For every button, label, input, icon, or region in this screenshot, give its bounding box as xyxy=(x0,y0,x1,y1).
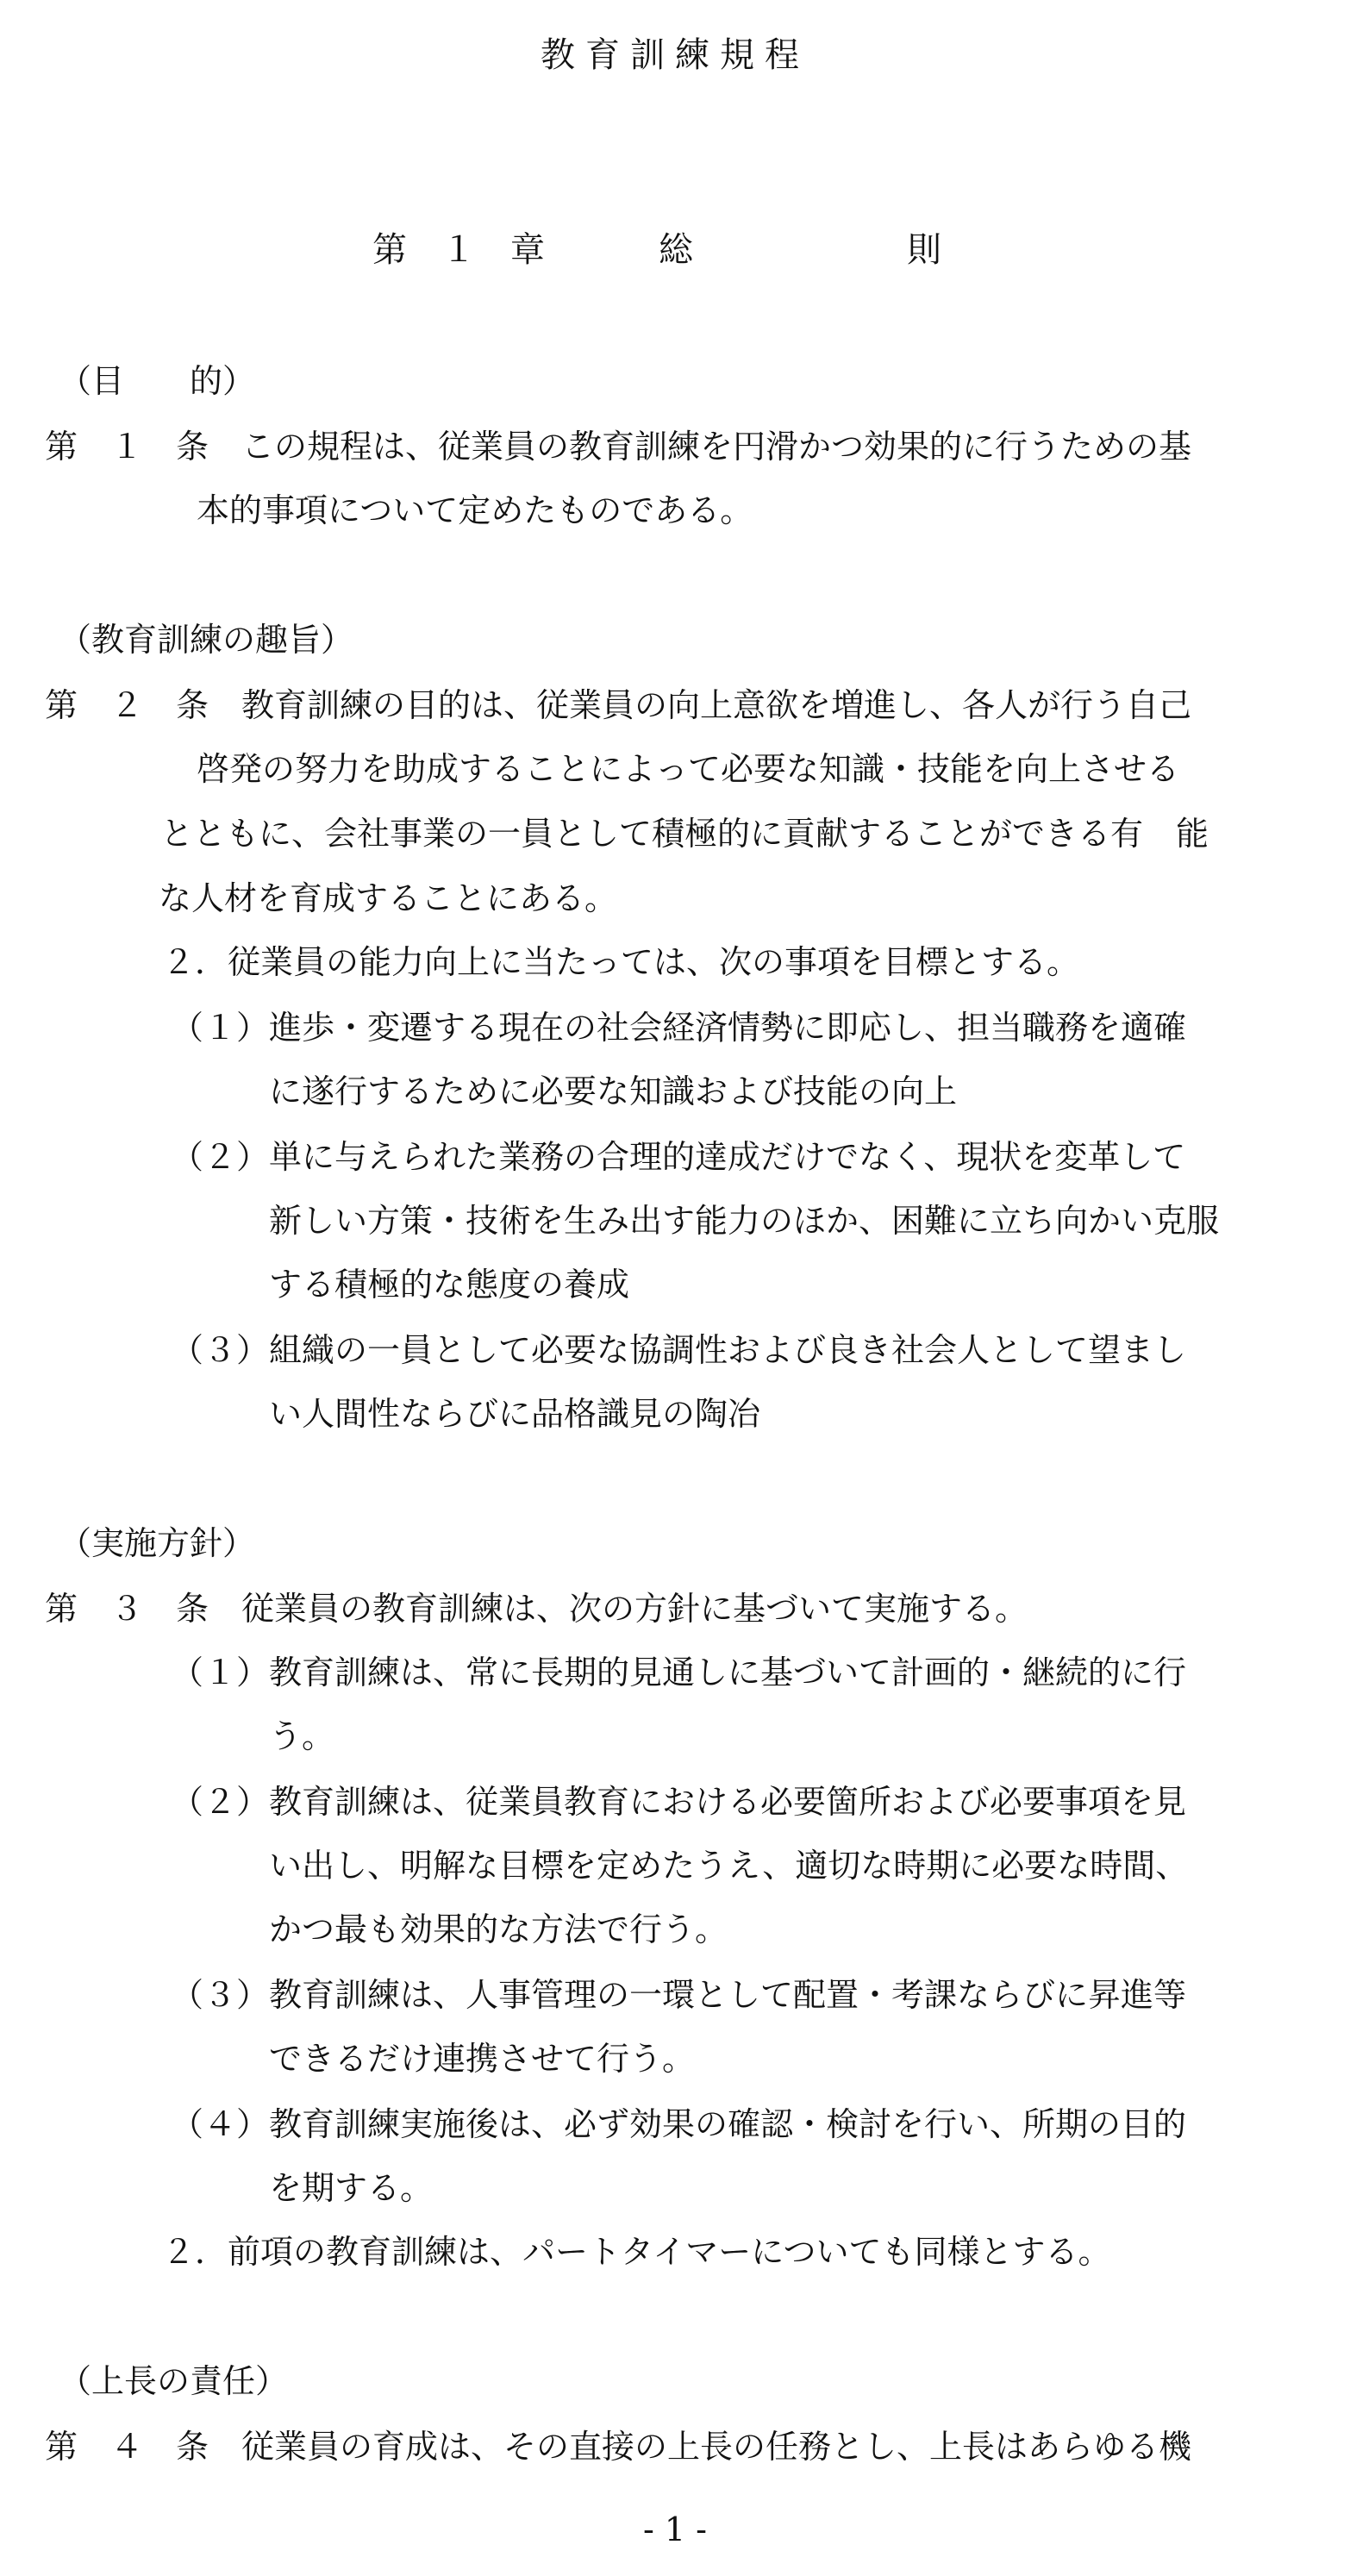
article-3-item-1-line-1: （１）教育訓練は、常に長期的見通しに基づいて計画的・継続的に行 xyxy=(171,1654,1187,1691)
article-3-item-4-line-1: （４）教育訓練実施後は、必ず効果の確認・検討を行い、所期の目的 xyxy=(171,2105,1187,2143)
document-title: 教育訓練規程 xyxy=(541,35,809,75)
article-2-item-3-line-1: （３）組織の一員として必要な協調性および良き社会人として望まし xyxy=(171,1331,1187,1369)
article-2-item-2-line-3: する積極的な態度の養成 xyxy=(269,1266,630,1304)
article-2-line-3: とともに、会社事業の一員として積極的に貢献することができる有 能 xyxy=(160,815,1209,853)
article-2-item-3-line-2: い人間性ならびに品格識見の陶冶 xyxy=(269,1395,761,1433)
article-2-line-2: 啓発の努力を助成することによって必要な知識・技能を向上させる xyxy=(197,750,1180,788)
article-3-item-3-line-1: （３）教育訓練は、人事管理の一環として配置・考課ならびに昇進等 xyxy=(171,1976,1187,2014)
article-2-item-2-line-1: （２）単に与えられた業務の合理的達成だけでなく、現状を変革して xyxy=(171,1138,1186,1176)
article-2-paragraph-2: ２．従業員の能力向上に当たっては、次の事項を目標とする。 xyxy=(162,943,1080,981)
section-heading-purpose: （目 的） xyxy=(59,362,256,400)
article-3-item-4-line-2: を期する。 xyxy=(269,2169,434,2207)
article-2-item-1-line-2: に遂行するために必要な知識および技能の向上 xyxy=(269,1072,958,1110)
article-1-line-1: 第 １ 条 この規程は、従業員の教育訓練を円滑かつ効果的に行うための基 xyxy=(45,428,1192,466)
chapter-number: 第 １ 章 xyxy=(372,230,545,270)
chapter-name-last: 則 xyxy=(907,230,941,270)
page-number: - 1 - xyxy=(642,2510,707,2548)
section-heading-policy: （実施方針） xyxy=(59,1524,256,1562)
article-2-line-1: 第 ２ 条 教育訓練の目的は、従業員の向上意欲を増進し、各人が行う自己 xyxy=(45,686,1192,724)
article-3-item-1-line-2: う。 xyxy=(269,1717,335,1755)
section-heading-training-intent: （教育訓練の趣旨） xyxy=(59,621,354,659)
article-1-line-2: 本的事項について定めたものである。 xyxy=(197,491,753,529)
article-3-item-2-line-3: かつ最も効果的な方法で行う。 xyxy=(269,1910,728,1948)
section-heading-supervisor-responsibility: （上長の責任） xyxy=(59,2362,289,2400)
article-3-item-2-line-1: （２）教育訓練は、従業員教育における必要箇所および必要事項を見 xyxy=(171,1783,1187,1821)
article-3-line-1: 第 ３ 条 従業員の教育訓練は、次の方針に基づいて実施する。 xyxy=(45,1590,1028,1628)
article-3-item-3-line-2: できるだけ連携させて行う。 xyxy=(269,2040,696,2078)
article-2-item-1-line-1: （１）進歩・変遷する現在の社会経済情勢に即応し、担当職務を適確 xyxy=(171,1009,1187,1047)
article-3-paragraph-2: ２．前項の教育訓練は、パートタイマーについても同様とする。 xyxy=(162,2233,1111,2271)
article-2-item-2-line-2: 新しい方策・技術を生み出す能力のほか、困難に立ち向かい克服 xyxy=(269,1202,1220,1240)
chapter-name-first: 総 xyxy=(659,230,693,270)
article-3-item-2-line-2: い出し、明解な目標を定めたうえ、適切な時期に必要な時間、 xyxy=(269,1847,1189,1885)
article-2-line-4: な人材を育成することにある。 xyxy=(159,879,618,917)
article-4-line-1: 第 ４ 条 従業員の育成は、その直接の上長の任務とし、上長はあらゆる機 xyxy=(45,2428,1192,2466)
